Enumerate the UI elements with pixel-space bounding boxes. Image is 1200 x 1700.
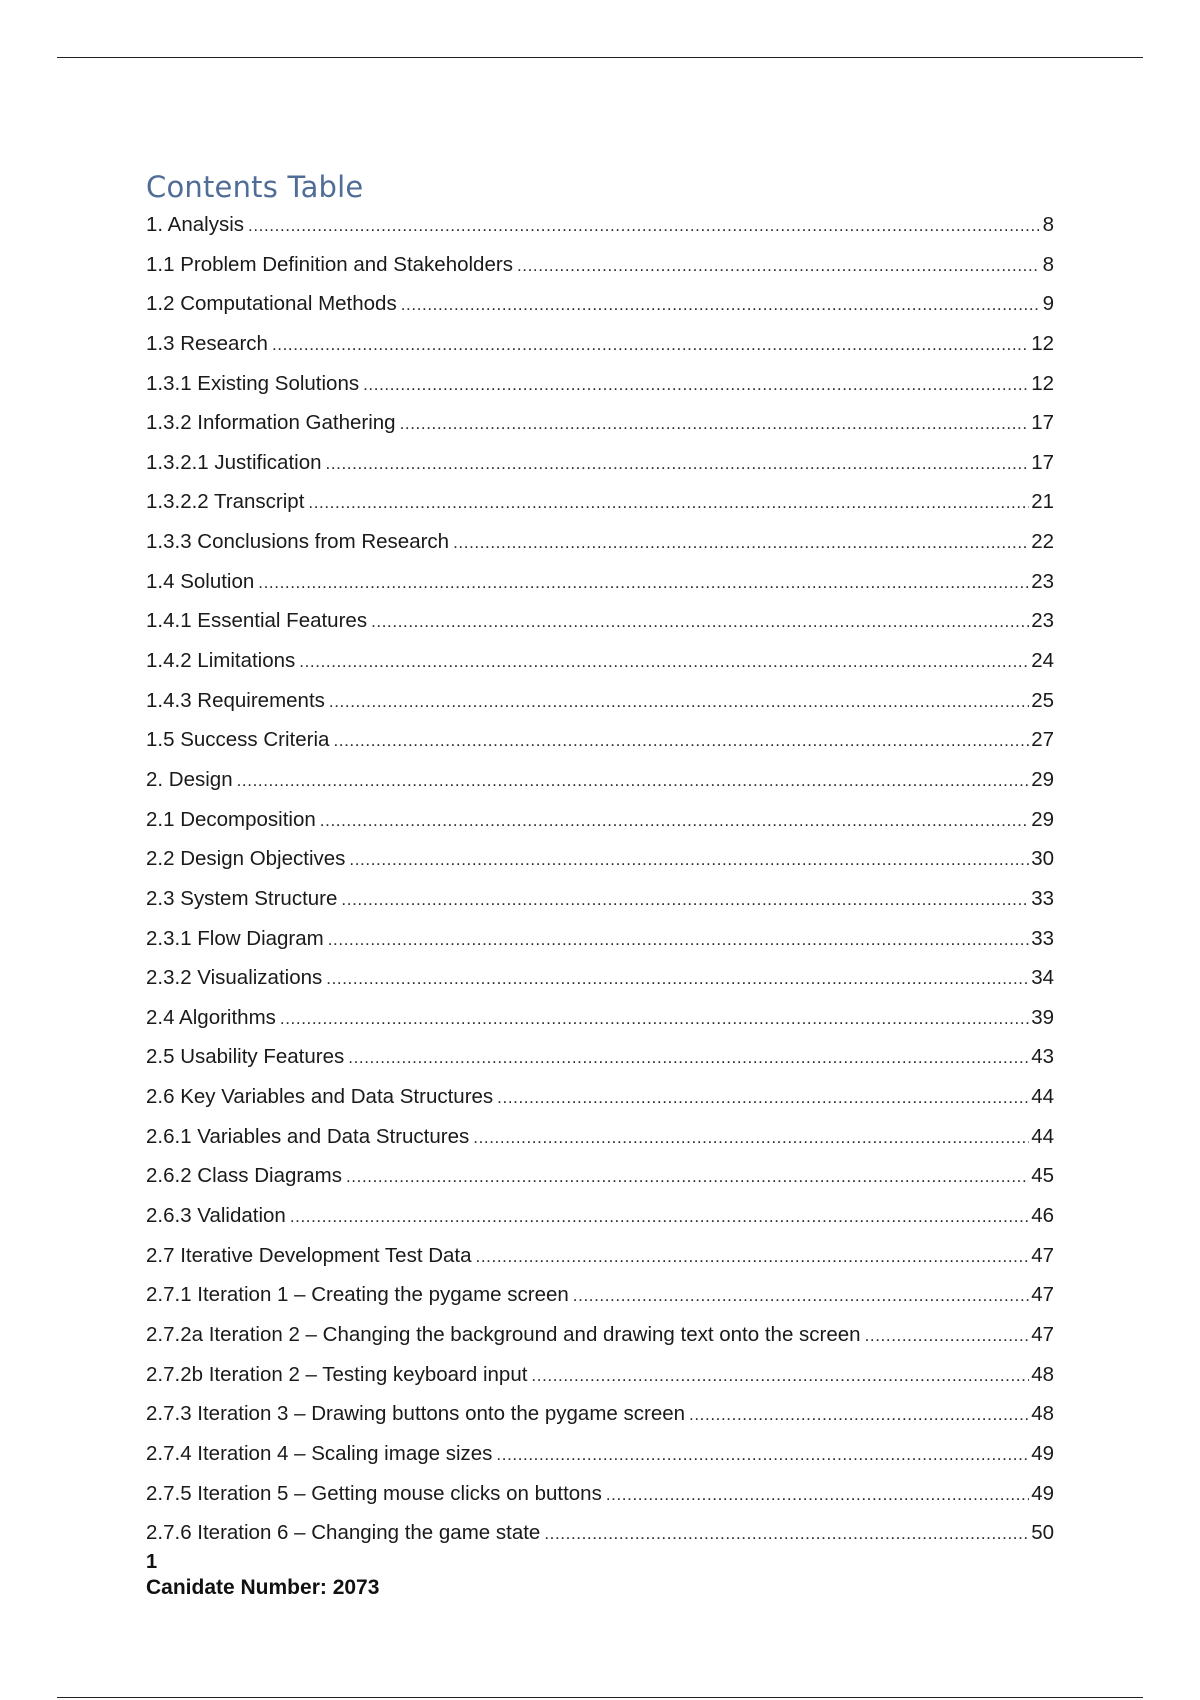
toc-entry-title: 1.3.2 Information Gathering: [146, 411, 396, 435]
page-title: Contents Table: [146, 170, 364, 204]
dot-leader: [348, 1044, 1029, 1072]
dot-leader: [326, 450, 1030, 478]
toc-entry-page: 50: [1031, 1521, 1054, 1545]
candidate-number: Canidate Number: 2073: [146, 1576, 380, 1599]
toc-entry[interactable]: [146, 330, 1054, 370]
toc-entry-title: 2.3.1 Flow Diagram: [146, 926, 324, 950]
toc-entry-title: 1.4.2 Limitations: [146, 649, 296, 673]
toc-entry-title: 2.6.2 Class Diagrams: [146, 1164, 342, 1188]
toc-entry-page: 47: [1031, 1322, 1054, 1346]
toc-entry-page: 17: [1031, 411, 1054, 435]
dot-leader: [290, 1203, 1029, 1231]
toc-entry-title: 2.3 System Structure: [146, 886, 338, 910]
dot-leader: [573, 1282, 1029, 1310]
toc-entry[interactable]: [146, 925, 1054, 965]
toc-entry-page: 12: [1031, 371, 1054, 395]
toc-entry[interactable]: [146, 1043, 1054, 1083]
toc-entry[interactable]: [146, 528, 1054, 568]
page-number: 1: [146, 1551, 158, 1573]
toc-entry-page: 22: [1031, 530, 1054, 554]
toc-entry-title: 1.4.3 Requirements: [146, 688, 325, 712]
toc-entry[interactable]: [146, 409, 1054, 449]
dot-leader: [320, 807, 1029, 835]
toc-entry-page: 17: [1031, 450, 1054, 474]
toc-entry[interactable]: [146, 647, 1054, 687]
toc-entry-title: 2.6.3 Validation: [146, 1204, 286, 1228]
footer-rule: [57, 1697, 1143, 1698]
toc-entry-title: 1. Analysis: [146, 213, 244, 236]
toc-entry[interactable]: [146, 1004, 1054, 1044]
toc-entry[interactable]: [146, 290, 1054, 330]
toc-entry-page: 8: [1042, 252, 1054, 276]
toc-entry[interactable]: [146, 607, 1054, 647]
dot-leader: [497, 1084, 1029, 1112]
toc-entry-title: 1.4.1 Essential Features: [146, 609, 368, 633]
toc-entry-page: 12: [1031, 331, 1054, 355]
toc-entry-title: 2. Design: [146, 767, 233, 791]
dot-leader: [248, 212, 1040, 240]
dot-leader: [400, 410, 1030, 438]
dot-leader: [346, 1163, 1029, 1191]
dot-leader: [299, 648, 1029, 676]
toc-entry-page: 47: [1031, 1243, 1054, 1267]
toc-entry-page: 30: [1031, 847, 1054, 871]
dot-leader: [865, 1322, 1030, 1350]
toc-entry[interactable]: [146, 845, 1054, 885]
toc-entry-title: 2.7.4 Iteration 4 – Scaling image sizes: [146, 1441, 493, 1465]
dot-leader: [341, 886, 1029, 914]
toc-entry[interactable]: [146, 211, 1054, 251]
toc-entry-title: 2.5 Usability Features: [146, 1045, 345, 1069]
dot-leader: [349, 846, 1029, 874]
toc-entry-title: 1.4 Solution: [146, 569, 255, 593]
toc-entry-title: 2.4 Algorithms: [146, 1005, 276, 1029]
toc-entry-page: 49: [1031, 1481, 1054, 1505]
toc-entry-page: 29: [1031, 767, 1054, 791]
toc-entry-title: 2.7.6 Iteration 6 – Changing the game state: [146, 1521, 541, 1545]
toc-entry-title: 2.7.2a Iteration 2 – Changing the background and drawing text onto the screen: [146, 1322, 861, 1346]
toc-entry-title: 2.6.1 Variables and Data Structures: [146, 1124, 470, 1148]
toc-entry[interactable]: [146, 488, 1054, 528]
dot-leader: [308, 489, 1029, 517]
toc-entry[interactable]: [146, 568, 1054, 608]
toc-entry-title: 2.2 Design Objectives: [146, 847, 346, 871]
toc-entry[interactable]: [146, 1480, 1054, 1520]
toc-entry[interactable]: [146, 1321, 1054, 1361]
toc-entry-page: 43: [1031, 1045, 1054, 1069]
toc-entry[interactable]: [146, 766, 1054, 806]
toc-entry[interactable]: [146, 370, 1054, 410]
toc-entry-page: 23: [1031, 569, 1054, 593]
toc-entry[interactable]: [146, 1162, 1054, 1202]
toc-entry-page: 29: [1031, 807, 1054, 831]
toc-entry-title: 1.1 Problem Definition and Stakeholders: [146, 252, 513, 276]
dot-leader: [333, 727, 1029, 755]
toc-entry-page: 48: [1031, 1362, 1054, 1386]
dot-leader: [496, 1441, 1029, 1469]
toc-entry-title: 2.7.2b Iteration 2 – Testing keyboard input: [146, 1362, 528, 1386]
toc-entry-page: 44: [1031, 1085, 1054, 1109]
toc-entry[interactable]: [146, 1202, 1054, 1242]
toc-entry-title: 2.7.1 Iteration 1 – Creating the pygame screen: [146, 1283, 569, 1307]
toc-entry[interactable]: [146, 687, 1054, 727]
toc-entry[interactable]: [146, 1083, 1054, 1123]
toc-entry-title: 1.3.1 Existing Solutions: [146, 371, 360, 395]
dot-leader: [689, 1401, 1029, 1429]
toc-entry[interactable]: [146, 1400, 1054, 1440]
dot-leader: [517, 252, 1040, 280]
toc-entry[interactable]: [146, 1440, 1054, 1480]
toc-entry-title: 1.2 Computational Methods: [146, 292, 397, 316]
dot-leader: [453, 529, 1029, 557]
toc-entry[interactable]: [146, 251, 1054, 291]
toc-entry-page: 39: [1031, 1005, 1054, 1029]
toc-entry-title: 2.6 Key Variables and Data Structures: [146, 1085, 494, 1109]
toc-entry-title: 1.3 Research: [146, 331, 268, 355]
toc-entry-page: 48: [1031, 1402, 1054, 1426]
toc-entry[interactable]: [146, 1519, 1054, 1559]
toc-entry-title: 2.7.5 Iteration 5 – Getting mouse clicks on buttons: [146, 1481, 602, 1505]
toc-entry-page: 33: [1031, 926, 1054, 950]
toc-entry-page: 23: [1031, 609, 1054, 633]
toc-entry[interactable]: [146, 964, 1054, 1004]
dot-leader: [329, 688, 1029, 716]
toc-entry-page: 25: [1031, 688, 1054, 712]
dot-leader: [258, 569, 1029, 597]
dot-leader: [363, 371, 1029, 399]
dot-leader: [280, 1005, 1029, 1033]
toc-entry[interactable]: [146, 806, 1054, 846]
dot-leader: [237, 767, 1030, 795]
dot-leader: [371, 608, 1029, 636]
dot-leader: [606, 1481, 1029, 1509]
toc-entry-title: 2.7 Iterative Development Test Data: [146, 1243, 472, 1267]
dot-leader: [272, 331, 1029, 359]
toc-entry-page: 8: [1042, 213, 1054, 236]
toc-entry-page: 24: [1031, 649, 1054, 673]
toc-entry[interactable]: [146, 1242, 1054, 1282]
toc-entry-title: 2.7.3 Iteration 3 – Drawing buttons onto the pygame screen: [146, 1402, 686, 1426]
dot-leader: [544, 1520, 1029, 1548]
toc-entry-page: 34: [1031, 966, 1054, 990]
contents-table: [146, 211, 1054, 1559]
toc-entry-page: 44: [1031, 1124, 1054, 1148]
toc-entry-title: 2.3.2 Visualizations: [146, 966, 323, 990]
toc-entry[interactable]: [146, 726, 1054, 766]
toc-entry-title: 1.3.2.2 Transcript: [146, 490, 305, 514]
toc-entry[interactable]: [146, 449, 1054, 489]
toc-entry-page: 33: [1031, 886, 1054, 910]
toc-entry-title: 2.1 Decomposition: [146, 807, 316, 831]
toc-entry-page: 46: [1031, 1204, 1054, 1228]
toc-entry[interactable]: [146, 1281, 1054, 1321]
toc-entry[interactable]: [146, 1361, 1054, 1401]
toc-entry-page: 49: [1031, 1441, 1054, 1465]
toc-entry-page: 21: [1031, 490, 1054, 514]
dot-leader: [401, 291, 1040, 319]
dot-leader: [326, 965, 1029, 993]
toc-entry-page: 9: [1042, 292, 1054, 316]
toc-entry-title: 1.3.3 Conclusions from Research: [146, 530, 450, 554]
dot-leader: [531, 1362, 1029, 1390]
toc-entry-page: 27: [1031, 728, 1054, 752]
toc-entry[interactable]: [146, 1123, 1054, 1163]
dot-leader: [476, 1243, 1030, 1271]
toc-entry-title: 1.5 Success Criteria: [146, 728, 330, 752]
dot-leader: [328, 926, 1029, 954]
header-rule: [57, 57, 1143, 58]
toc-entry-page: 45: [1031, 1164, 1054, 1188]
dot-leader: [473, 1124, 1029, 1152]
toc-entry-page: 47: [1031, 1283, 1054, 1307]
toc-entry-title: 1.3.2.1 Justification: [146, 450, 322, 474]
toc-entry[interactable]: [146, 885, 1054, 925]
